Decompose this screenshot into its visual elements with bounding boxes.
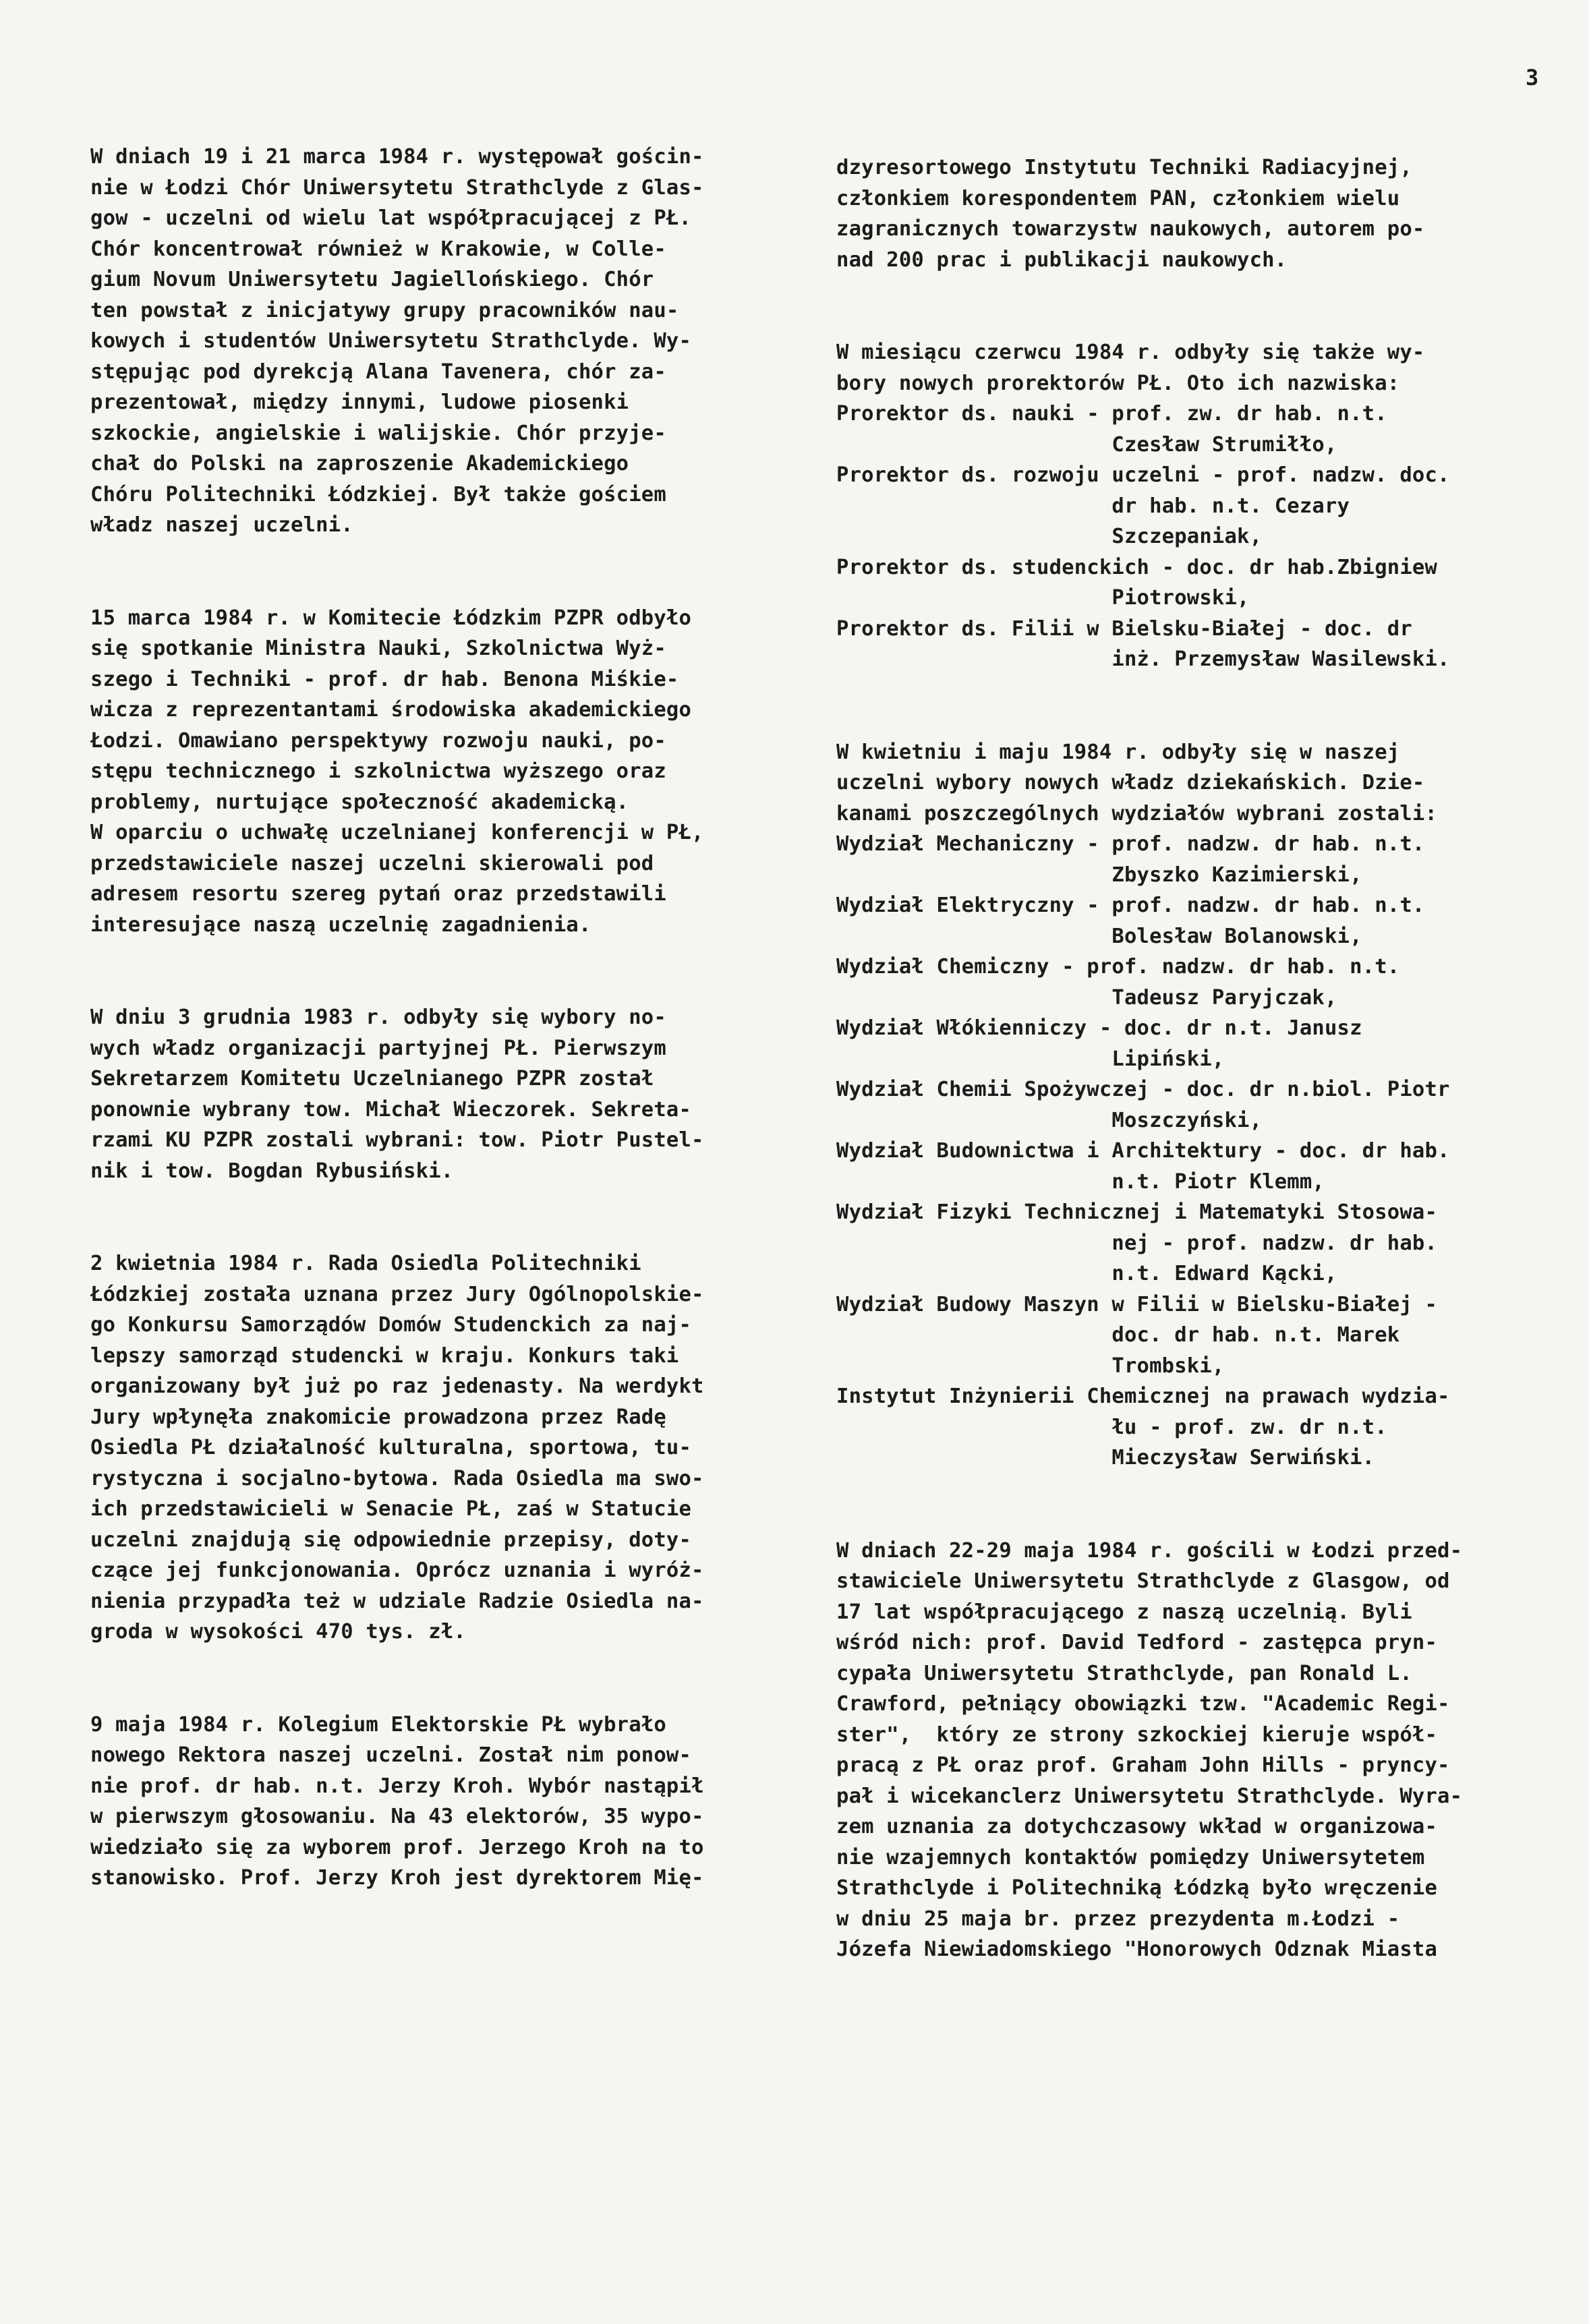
text-line: ponownie wybrany tow. Michał Wieczorek. Sekreta- [90, 1097, 692, 1122]
text-line: rystyczna i socjalno-bytowa. Rada Osiedla ma swo- [90, 1466, 704, 1490]
text-line: kowych i studentów Uniwersytetu Strathclyde. Wy- [90, 329, 692, 353]
text-line: członkiem korespondentem PAN, członkiem wielu [836, 186, 1400, 210]
text-line: Strathclyde i Politechniką Łódzką było wręczenie [836, 1876, 1438, 1900]
text-line: Wydział Budowy Maszyn w Filii w Bielsku-Białej - [836, 1292, 1438, 1316]
text-line: gow - uczelni od wielu lat współpracującej z PŁ. [90, 206, 692, 230]
text-line: Wydział Elektryczny - prof. nadzw. dr hab. n.t. [836, 894, 1425, 917]
text-line: przedstawiciele naszej uczelni skierowali pod [90, 851, 654, 875]
text-line: Wydział Chemiczny - prof. nadzw. dr hab. n.t. [836, 955, 1400, 979]
text-line: W oparciu o uchwałę uczelnianej konferencji w PŁ, [90, 821, 704, 844]
text-line: W miesiącu czerwcu 1984 r. odbyły się także wy- [836, 341, 1425, 364]
text-line: Zbyszko Kazimierski, [836, 863, 1362, 887]
text-line: w pierwszym głosowaniu. Na 43 elektorów, 35 wypo- [90, 1805, 704, 1828]
text-line: łu - prof. zw. dr n.t. [836, 1415, 1387, 1439]
text-line: groda w wysokości 470 tys. zł. [90, 1620, 466, 1644]
text-line: nej - prof. nadzw. dr hab. [836, 1231, 1438, 1255]
text-line: czące jej funkcjonowania. Oprócz uznania i wyróż- [90, 1559, 704, 1582]
text-line: Wydział Chemii Spożywczej - doc. dr n.biol. Piotr [836, 1078, 1450, 1101]
text-line: W dniu 3 grudnia 1983 r. odbyły się wybory no- [90, 1006, 666, 1029]
paragraph-choir-visit [90, 142, 765, 541]
text-line: uczelni znajdują się odpowiednie przepisy, doty- [90, 1528, 692, 1552]
text-line: ich przedstawicieli w Senacie PŁ, zaś w Statucie [90, 1497, 692, 1521]
paragraph-rector-election [90, 1710, 765, 1894]
text-line: stanowisko. Prof. Jerzy Kroh jest dyrektorem Mię- [90, 1866, 704, 1890]
paragraph-ministry-meeting [90, 603, 765, 941]
text-line: problemy, nurtujące społeczność akademicką. [90, 790, 629, 814]
text-line: wiedziało się za wyborem prof. Jerzego Kroh na to [90, 1835, 704, 1859]
text-line: Józefa Niewiadomskiego "Honorowych Odznak Miasta [836, 1938, 1438, 1961]
text-line: adresem resortu szereg pytań oraz przedstawili [90, 882, 666, 906]
text-line: Łodzi. Omawiano perspektywy rozwoju nauki, po- [90, 728, 666, 753]
text-line: rzami KU PZPR zostali wybrani: tow. Piotr Pustel- [90, 1128, 704, 1152]
text-line: W dniach 22-29 maja 1984 r. gościli w Łodzi przed- [836, 1538, 1463, 1563]
page-number: 3 [1526, 65, 1539, 90]
text-line: Piotrowski, [836, 586, 1250, 610]
text-line: wych władz organizacji partyjnej PŁ. Pierwszym [90, 1036, 666, 1060]
text-line: dr hab. n.t. Cezary [836, 494, 1350, 518]
text-line: Tadeusz Paryjczak, [836, 985, 1337, 1010]
text-line: Wydział Fizyki Technicznej i Matematyki Stosowa- [836, 1200, 1438, 1224]
text-line: wicza z reprezentantami środowiska akademickiego [90, 698, 692, 722]
text-line: pracą z PŁ oraz prof. Graham John Hills - pryncy- [836, 1753, 1450, 1777]
text-line: 2 kwietnia 1984 r. Rada Osiedla Politechniki [90, 1252, 641, 1275]
text-line: stępu technicznego i szkolnictwa wyższego oraz [90, 759, 666, 783]
text-line: Łódzkiej została uznana przez Jury Ogólnopolskie- [90, 1282, 704, 1306]
text-line: Moszczyński, [836, 1108, 1263, 1132]
text-line: Mieczysław Serwiński. [836, 1446, 1375, 1470]
text-line: władz naszej uczelni. [90, 513, 353, 537]
text-line: Prorektor ds. studenckich - doc. dr hab.Zbigniew [836, 555, 1438, 579]
text-line: organizowany był już po raz jedenasty. Na werdykt [90, 1374, 704, 1398]
text-line: Sekretarzem Komitetu Uczelnianego PZPR został [90, 1067, 654, 1091]
text-line: Szczepaniak, [836, 525, 1263, 548]
text-line: bory nowych prorektorów PŁ. Oto ich nazwiska: [836, 371, 1400, 395]
text-line: Bolesław Bolanowski, [836, 924, 1362, 948]
paragraph-prorectors [836, 337, 1551, 675]
text-line: zagranicznych towarzystw naukowych, autorem po- [836, 217, 1425, 241]
text-line: stępując pod dyrekcją Alana Tavenera, chór za- [90, 359, 666, 384]
paragraph-deans [836, 737, 1551, 1474]
text-line: doc. dr hab. n.t. Marek [836, 1323, 1400, 1347]
text-line: 17 lat współpracującego z naszą uczelnią. Byli [836, 1600, 1412, 1624]
text-line: nik i tow. Bogdan Rybusiński. [90, 1159, 454, 1183]
text-line: dzyresortowego Instytutu Techniki Radiacyjnej, [836, 156, 1412, 179]
text-line: nie w Łodzi Chór Uniwersytetu Strathclyde z Glas- [90, 175, 704, 200]
text-line: stawiciele Uniwersytetu Strathclyde z Glasgow, od [836, 1569, 1450, 1593]
text-line: inż. Przemysław Wasilewski. [836, 647, 1450, 671]
text-line: zem uznania za dotychczasowy wkład w organizowa- [836, 1815, 1438, 1838]
text-line: ten powstał z inicjatywy grupy pracowników nau- [90, 298, 679, 322]
text-line: Prorektor ds. nauki - prof. zw. dr hab. n.t. [836, 402, 1387, 426]
text-line: w dniu 25 maja br. przez prezydenta m.Łodzi - [836, 1907, 1400, 1931]
text-line: n.t. Piotr Klemm, [836, 1169, 1325, 1194]
text-line: interesujące naszą uczelnię zagadnienia. [90, 912, 591, 937]
text-line: Lipiński, [836, 1047, 1225, 1071]
text-line: Chór koncentrował również w Krakowie, w Colle- [90, 237, 666, 261]
text-line: wśród nich: prof. David Tedford - zastępca pryn- [836, 1631, 1438, 1654]
text-line: W dniach 19 i 21 marca 1984 r. występował gościn- [90, 145, 704, 169]
text-line: Wydział Budownictwa i Architektury - doc. dr hab. [836, 1139, 1450, 1163]
text-line: Jury wpłynęła znakomicie prowadzona przez Radę [90, 1405, 666, 1429]
text-line: nienia przypadła też w udziale Radzie Osiedla na- [90, 1589, 704, 1613]
text-line: Czesław Strumiłło, [836, 432, 1337, 457]
left-column [90, 142, 765, 1894]
text-line: ster", który ze strony szkockiej kieruje współ- [836, 1722, 1438, 1747]
paragraph-strathclyde-delegation [836, 1536, 1551, 1965]
text-line: Prorektor ds. rozwoju uczelni - prof. nadzw. doc. [836, 463, 1450, 487]
text-line: Crawford, pełniący obowiązki tzw. "Academic Regi- [836, 1692, 1450, 1716]
text-line: n.t. Edward Kącki, [836, 1262, 1337, 1285]
text-line: się spotkanie Ministra Nauki, Szkolnictwa Wyż- [90, 637, 666, 660]
text-line: 15 marca 1984 r. w Komitecie Łódzkim PZPR odbyło [90, 606, 692, 630]
text-line: nad 200 prac i publikacji naukowych. [836, 248, 1288, 272]
paragraph-party-elections [90, 1002, 765, 1186]
text-line: 9 maja 1984 r. Kolegium Elektorskie PŁ wybrało [90, 1712, 666, 1737]
text-line: nie prof. dr hab. n.t. Jerzy Kroh. Wybór nastąpił [90, 1774, 704, 1798]
text-line: chał do Polski na zaproszenie Akademickiego [90, 452, 629, 475]
right-column [836, 152, 1551, 1965]
text-line: szkockie, angielskie i walijskie. Chór przyje- [90, 421, 666, 445]
text-line: Osiedla PŁ działalność kulturalna, sportowa, tu- [90, 1436, 692, 1459]
text-line: Wydział Mechaniczny - prof. nadzw. dr hab. n.t. [836, 832, 1425, 856]
text-line: uczelni wybory nowych władz dziekańskich. Dzie- [836, 771, 1425, 794]
text-line: szego i Techniki - prof. dr hab. Benona Miśkie- [90, 667, 679, 691]
paragraph-rector-bio-continued [836, 152, 1551, 275]
text-line: kanami poszczególnych wydziałów wybrani zostali: [836, 801, 1438, 825]
text-line: go Konkursu Samorządów Domów Studenckich za naj- [90, 1313, 692, 1337]
text-line: Chóru Politechniki Łódzkiej. Był także gościem [90, 482, 666, 506]
text-line: lepszy samorząd studencki w kraju. Konkurs taki [90, 1343, 679, 1368]
text-line: gium Novum Uniwersytetu Jagiellońskiego. Chór [90, 268, 654, 291]
text-line: W kwietniu i maju 1984 r. odbyły się w naszej [836, 740, 1400, 764]
text-line: Prorektor ds. Filii w Bielsku-Białej - doc. dr [836, 616, 1412, 641]
text-line: pał i wicekanclerz Uniwersytetu Strathclyde. Wyra- [836, 1784, 1463, 1808]
text-line: Instytut Inżynierii Chemicznej na prawach wydzia- [836, 1385, 1450, 1408]
text-line: prezentował, między innymi, ludowe piosenki [90, 390, 629, 414]
text-line: nowego Rektora naszej uczelni. Został nim ponow- [90, 1743, 692, 1767]
paragraph-dormitory-council [90, 1248, 765, 1648]
text-line: Wydział Włókienniczy - doc. dr n.t. Janusz [836, 1016, 1362, 1040]
text-line: cypała Uniwersytetu Strathclyde, pan Ronald L. [836, 1661, 1412, 1685]
text-line: Trombski, [836, 1354, 1225, 1378]
text-line: nie wzajemnych kontaktów pomiędzy Uniwersytetem [836, 1845, 1425, 1869]
